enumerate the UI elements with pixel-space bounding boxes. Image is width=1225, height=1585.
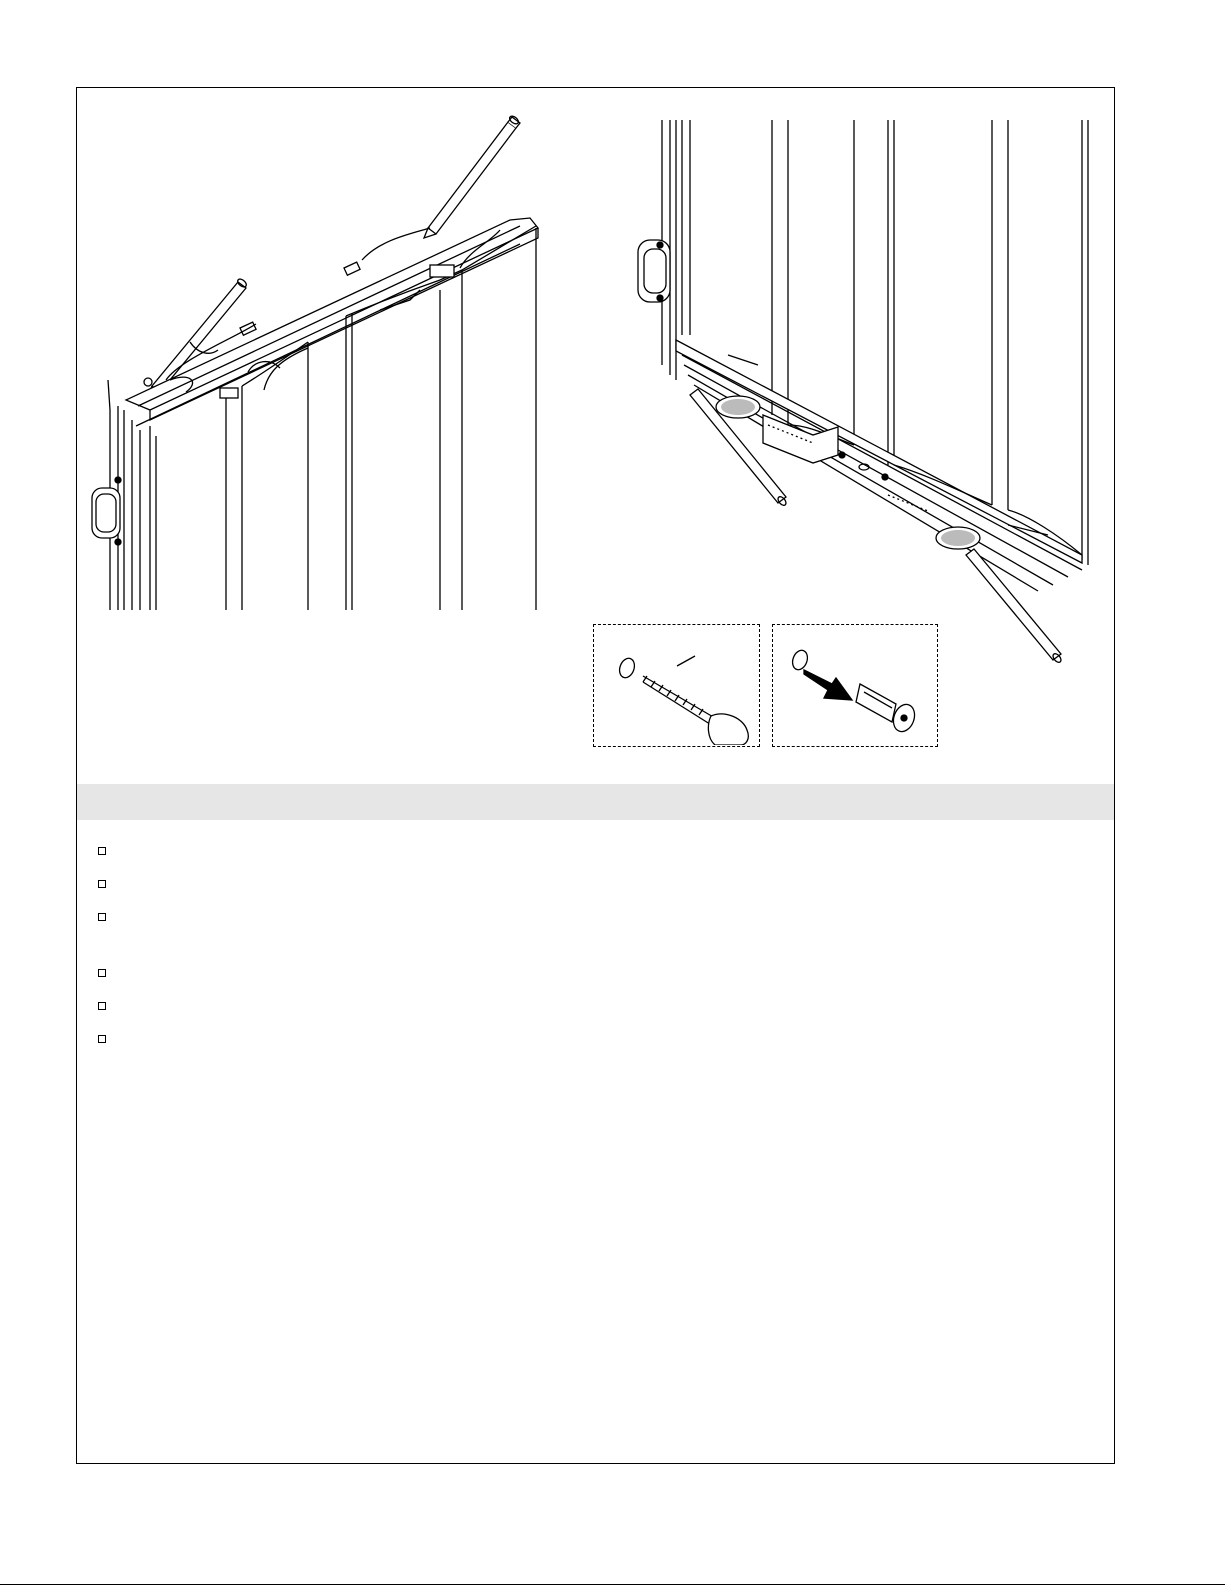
bottom-mounting-illustration (628, 115, 1098, 685)
step-header (77, 784, 1114, 820)
checkbox-icon[interactable] (98, 913, 106, 921)
wall-anchor-icon (774, 626, 936, 745)
checkbox-icon[interactable] (98, 1002, 106, 1010)
checkbox-icon[interactable] (98, 969, 106, 977)
checkbox-icon[interactable] (98, 847, 106, 855)
checkbox-icon[interactable] (98, 1035, 106, 1043)
pencil-icon (424, 115, 520, 238)
drill-bit-icon (595, 626, 758, 745)
checkbox-icon[interactable] (98, 880, 106, 888)
top-mounting-illustration (80, 110, 560, 620)
